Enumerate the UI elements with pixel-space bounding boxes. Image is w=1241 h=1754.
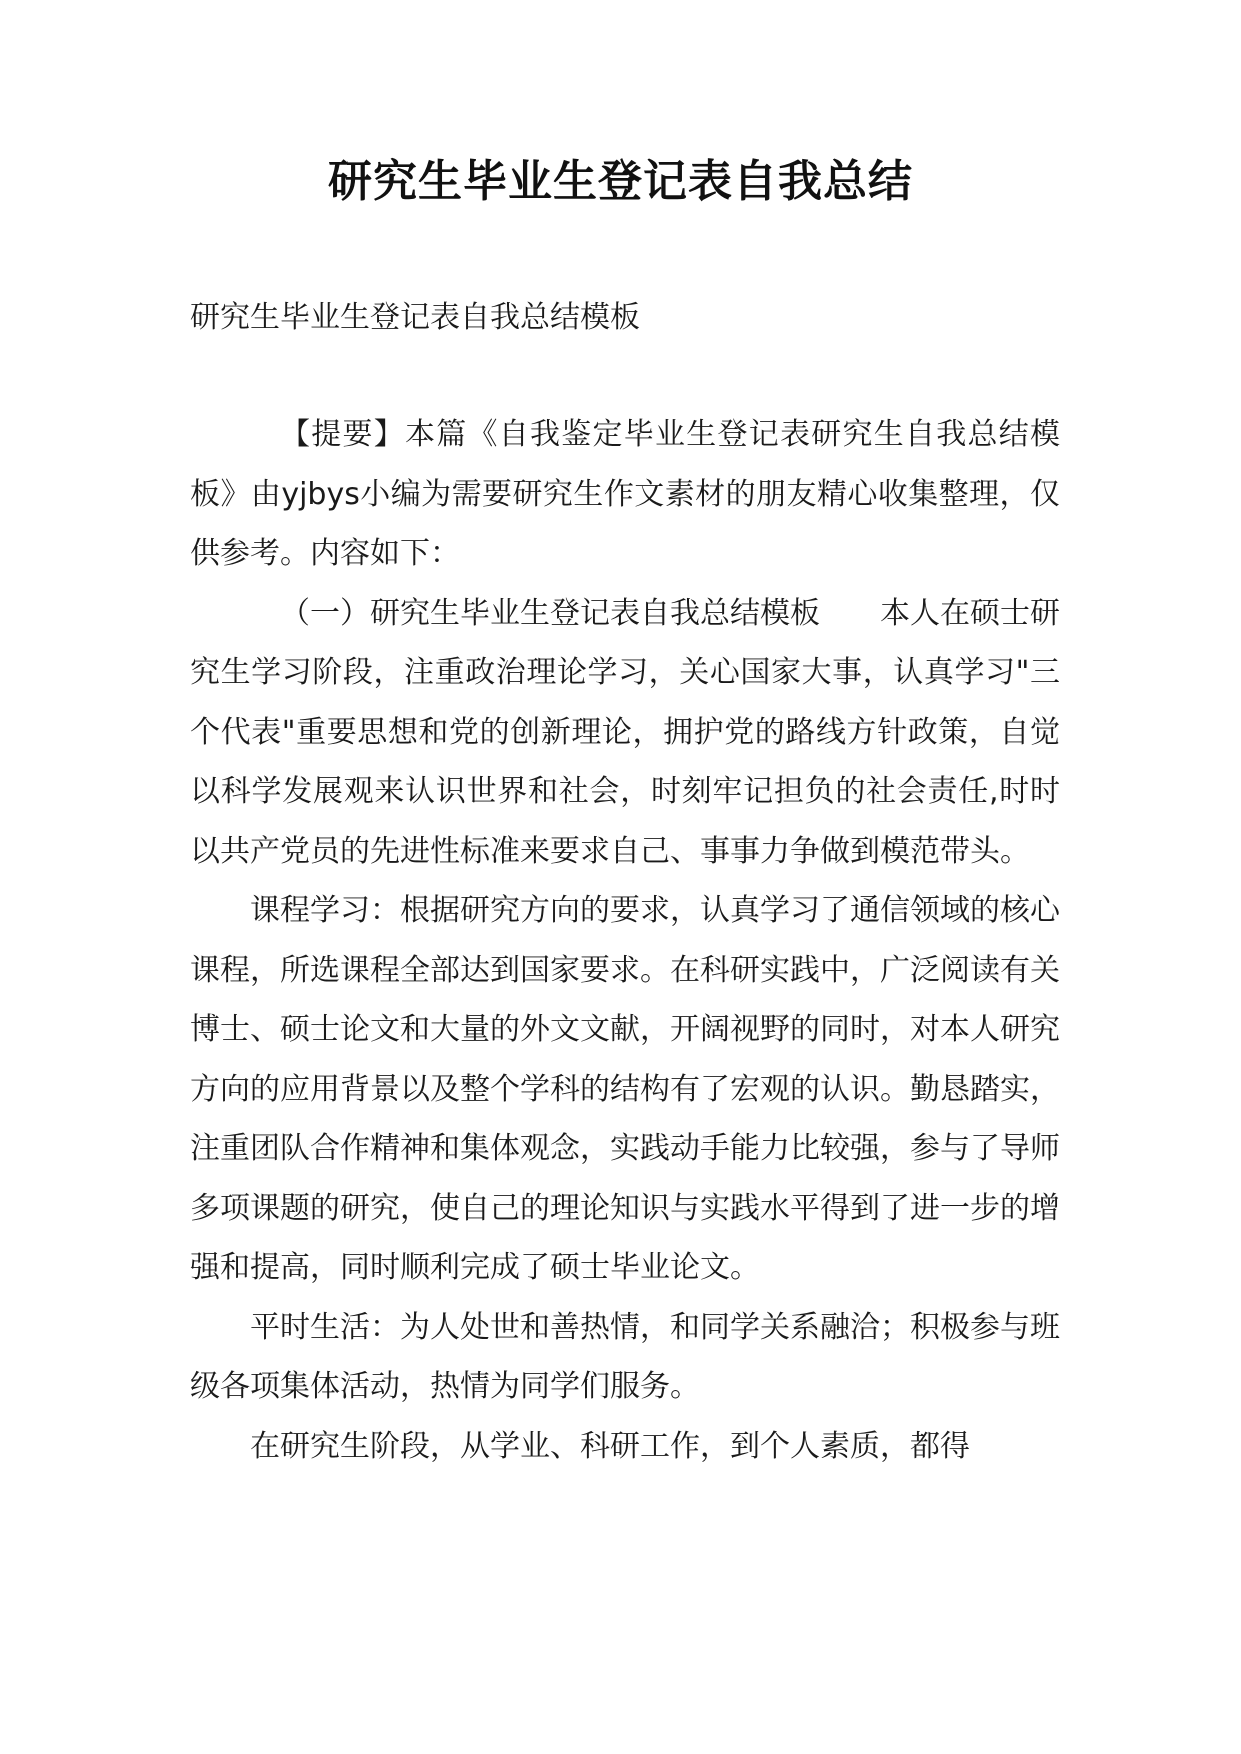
- paragraph-section-one: （一）研究生毕业生登记表自我总结模板 本人在硕士研究生学习阶段，注重政治理论学习，关心国家大事，认真学习"三个代表"重要思想和党的创新理论，拥护党的路线方针政策，自觉以科学发展观来认识世界和社会，时刻牢记担负的社会责任,时时以共产党员的先进性标准来要求自己、事事力争做到模范带头。: [190, 595, 1060, 869]
- document-title: 研究生毕业生登记表自我总结: [328, 156, 913, 207]
- paragraph-graduate-stage: 在研究生阶段，从学业、科研工作，到个人素质，都得: [250, 1428, 970, 1464]
- document-subtitle: 研究生毕业生登记表自我总结模板: [190, 300, 640, 335]
- paragraph-summary: 【提要】本篇《自我鉴定毕业生登记表研究生自我总结模板》由yjbys小编为需要研究生作文素材的朋友精心收集整理，仅供参考。内容如下：: [190, 417, 1060, 571]
- paragraph-daily-life: 平时生活：为人处世和善热情，和同学关系融洽；积极参与班级各项集体活动，热情为同学们服务。: [190, 1309, 1060, 1404]
- document-body: [190, 405, 1060, 1476]
- paragraph-course-study: 课程学习：根据研究方向的要求，认真学习了通信领域的核心课程，所选课程全部达到国家要求。在科研实践中，广泛阅读有关博士、硕士论文和大量的外文文献，开阔视野的同时，对本人研究方向的应用背景以及整个学科的结构有了宏观的认识。勤恳踏实，注重团队合作精神和集体观念，实践动手能力比较强，参与了导师多项课题的研究，使自己的理论知识与实践水平得到了进一步的增强和提高，同时顺利完成了硕士毕业论文。: [190, 893, 1060, 1285]
